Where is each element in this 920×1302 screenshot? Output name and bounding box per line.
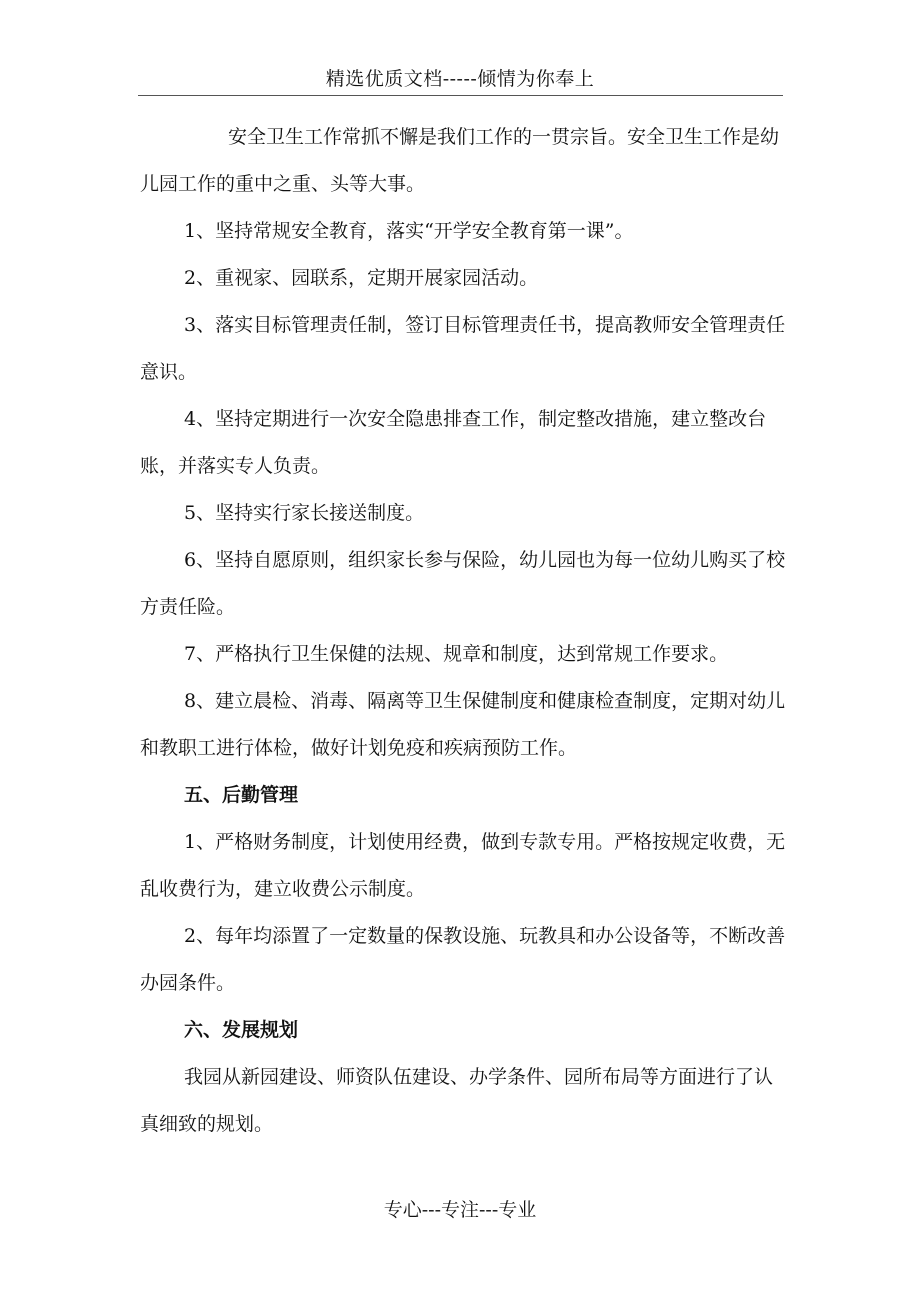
- page-header: 精选优质文档-----倾情为你奉上: [325, 68, 595, 90]
- safety-item-7: 7、严格执行卫生保健的法规、规章和制度，达到常规工作要求。: [184, 643, 729, 665]
- logistics-item-1: 1、严格财务制度，计划使用经费，做到专款专用。严格按规定收费，无乱收费行为，建立收费公示制度。: [140, 831, 786, 900]
- document-body: [140, 114, 790, 1148]
- page-footer: 专心---专注---专业: [383, 1199, 537, 1221]
- safety-item-2: 2、重视家、园联系，定期开展家园活动。: [184, 267, 539, 289]
- safety-item-6: 6、坚持自愿原则，组织家长参与保险，幼儿园也为每一位幼儿购买了校方责任险。: [140, 549, 786, 618]
- safety-item-1: 1、坚持常规安全教育，落实“开学安全教育第一课”。: [184, 220, 634, 242]
- logistics-item-2: 2、每年均添置了一定数量的保教设施、玩教具和办公设备等，不断改善办园条件。: [140, 925, 786, 994]
- safety-item-5: 5、坚持实行家长接送制度。: [184, 502, 425, 524]
- development-paragraph: 我园从新园建设、师资队伍建设、办学条件、园所布局等方面进行了认真细致的规划。: [140, 1066, 774, 1135]
- safety-item-8: 8、建立晨检、消毒、隔离等卫生保健制度和健康检查制度，定期对幼儿和教职工进行体检，做好计划免疫和疾病预防工作。: [140, 690, 786, 759]
- section-heading-logistics: 五、后勤管理: [184, 784, 299, 806]
- section-heading-development: 六、发展规划: [184, 1019, 299, 1041]
- intro-paragraph: 安全卫生工作常抓不懈是我们工作的一贯宗旨。安全卫生工作是幼儿园工作的重中之重、头等大事。: [140, 126, 780, 195]
- safety-item-4: 4、坚持定期进行一次安全隐患排查工作，制定整改措施，建立整改台账，并落实专人负责。: [140, 408, 767, 477]
- header-divider: [138, 95, 783, 96]
- safety-item-3: 3、落实目标管理责任制，签订目标管理责任书，提高教师安全管理责任意识。: [140, 314, 786, 383]
